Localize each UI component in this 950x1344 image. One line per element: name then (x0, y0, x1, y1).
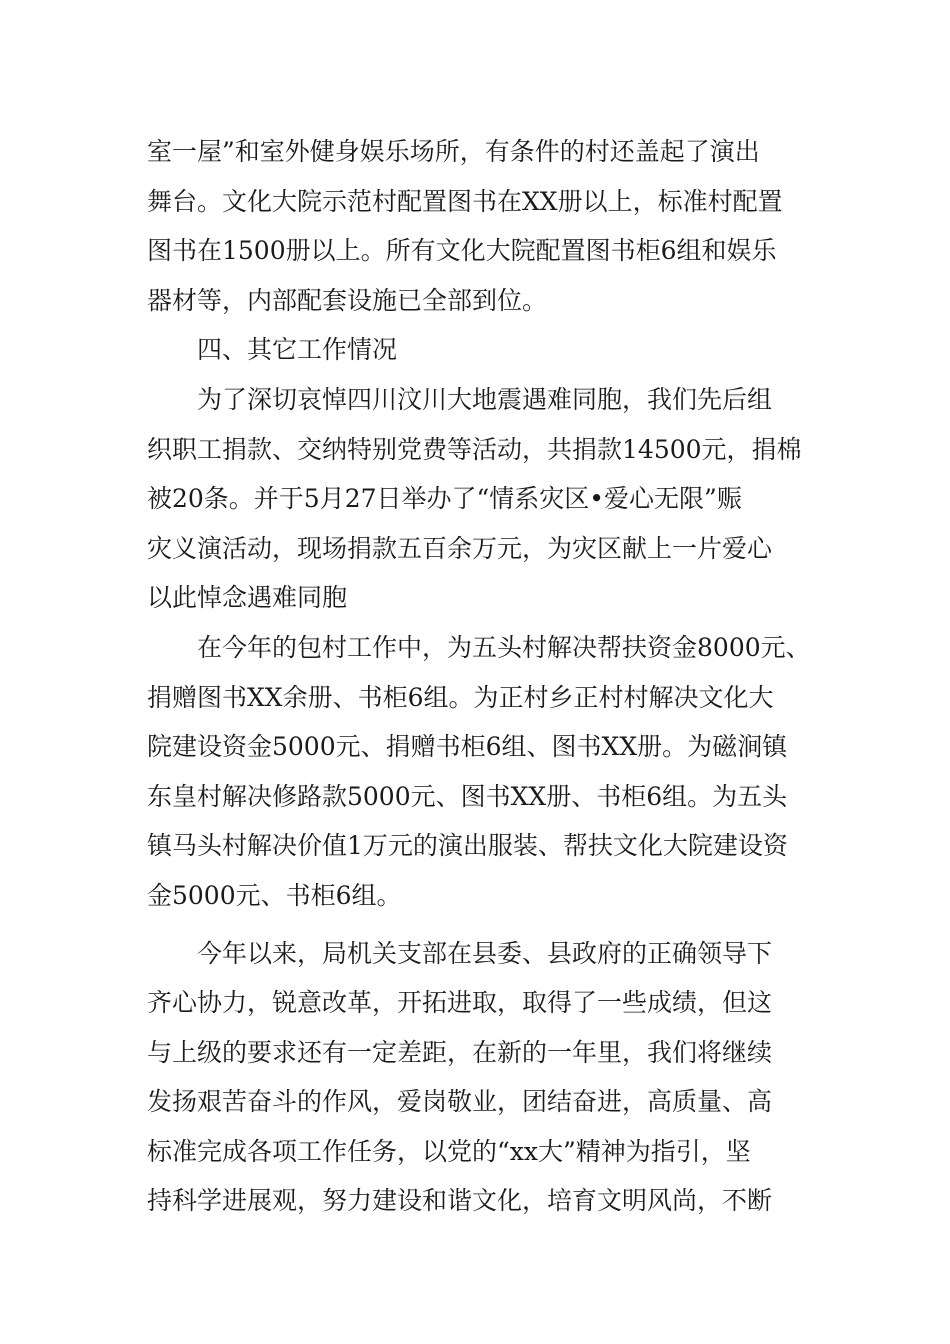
section-heading: 四、其它工作情况 (197, 335, 398, 365)
text-line-20: 发扬艰苦奋斗的作风，爱岗敬业，团结奋进，高质量、高 (147, 1087, 773, 1117)
text-line-10: 以此悼念遇难同胞 (147, 583, 348, 613)
text-line-14: 东皇村解决修路款5000元、图书XX册、书柜6组。为五头 (147, 781, 788, 811)
text-line-7: 织职工捐款、交纳特别党费等活动，共捐款14500元，捐棉 (147, 434, 802, 464)
text-line-17: 今年以来，局机关支部在县委、县政府的正确领导下 (197, 938, 773, 968)
text-line-13: 院建设资金5000元、捐赠书柜6组、图书XX册。为磁涧镇 (147, 732, 788, 762)
text-line-2: 舞台。文化大院示范村配置图书在XX册以上，标准村配置 (147, 186, 783, 216)
text-line-1: 室一屋”和室外健身娱乐场所，有条件的村还盖起了演出 (147, 137, 760, 166)
text-line-16: 金5000元、书柜6组。 (147, 880, 402, 910)
text-line-3: 图书在1500册以上。所有文化大院配置图书柜6组和娱乐 (147, 236, 777, 266)
paragraph-gap (147, 921, 827, 929)
text-line-9: 灾义演活动，现场捐款五百余万元，为灾区献上一片爱心 (147, 533, 773, 563)
text-line-12: 捐赠图书XX余册、书柜6组。为正村乡正村村解决文化大 (147, 682, 774, 712)
text-line-15: 镇马头村解决价值1万元的演出服装、帮扶文化大院建设资 (147, 831, 788, 861)
text-line-4: 器材等，内部配套设施已全部到位。 (147, 285, 548, 315)
text-line-6: 为了深切哀悼四川汶川大地震遇难同胞，我们先后组 (197, 384, 773, 414)
text-line-18: 齐心协力，锐意改革，开拓进取，取得了一些成绩，但这 (147, 988, 773, 1018)
text-line-19: 与上级的要求还有一定差距，在新的一年里，我们将继续 (147, 1037, 773, 1067)
document-body (147, 127, 827, 1226)
text-line-21: 标准完成各项工作任务，以党的“xx大”精神为指引，坚 (147, 1136, 751, 1166)
text-line-8: 被20条。并于5月27日举办了“情系灾区•爱心无限”赈 (147, 484, 742, 514)
text-line-11: 在今年的包村工作中，为五头村解决帮扶资金8000元、 (197, 632, 811, 662)
text-line-22: 持科学进展观，努力建设和谐文化，培育文明风尚，不断 (147, 1186, 773, 1216)
